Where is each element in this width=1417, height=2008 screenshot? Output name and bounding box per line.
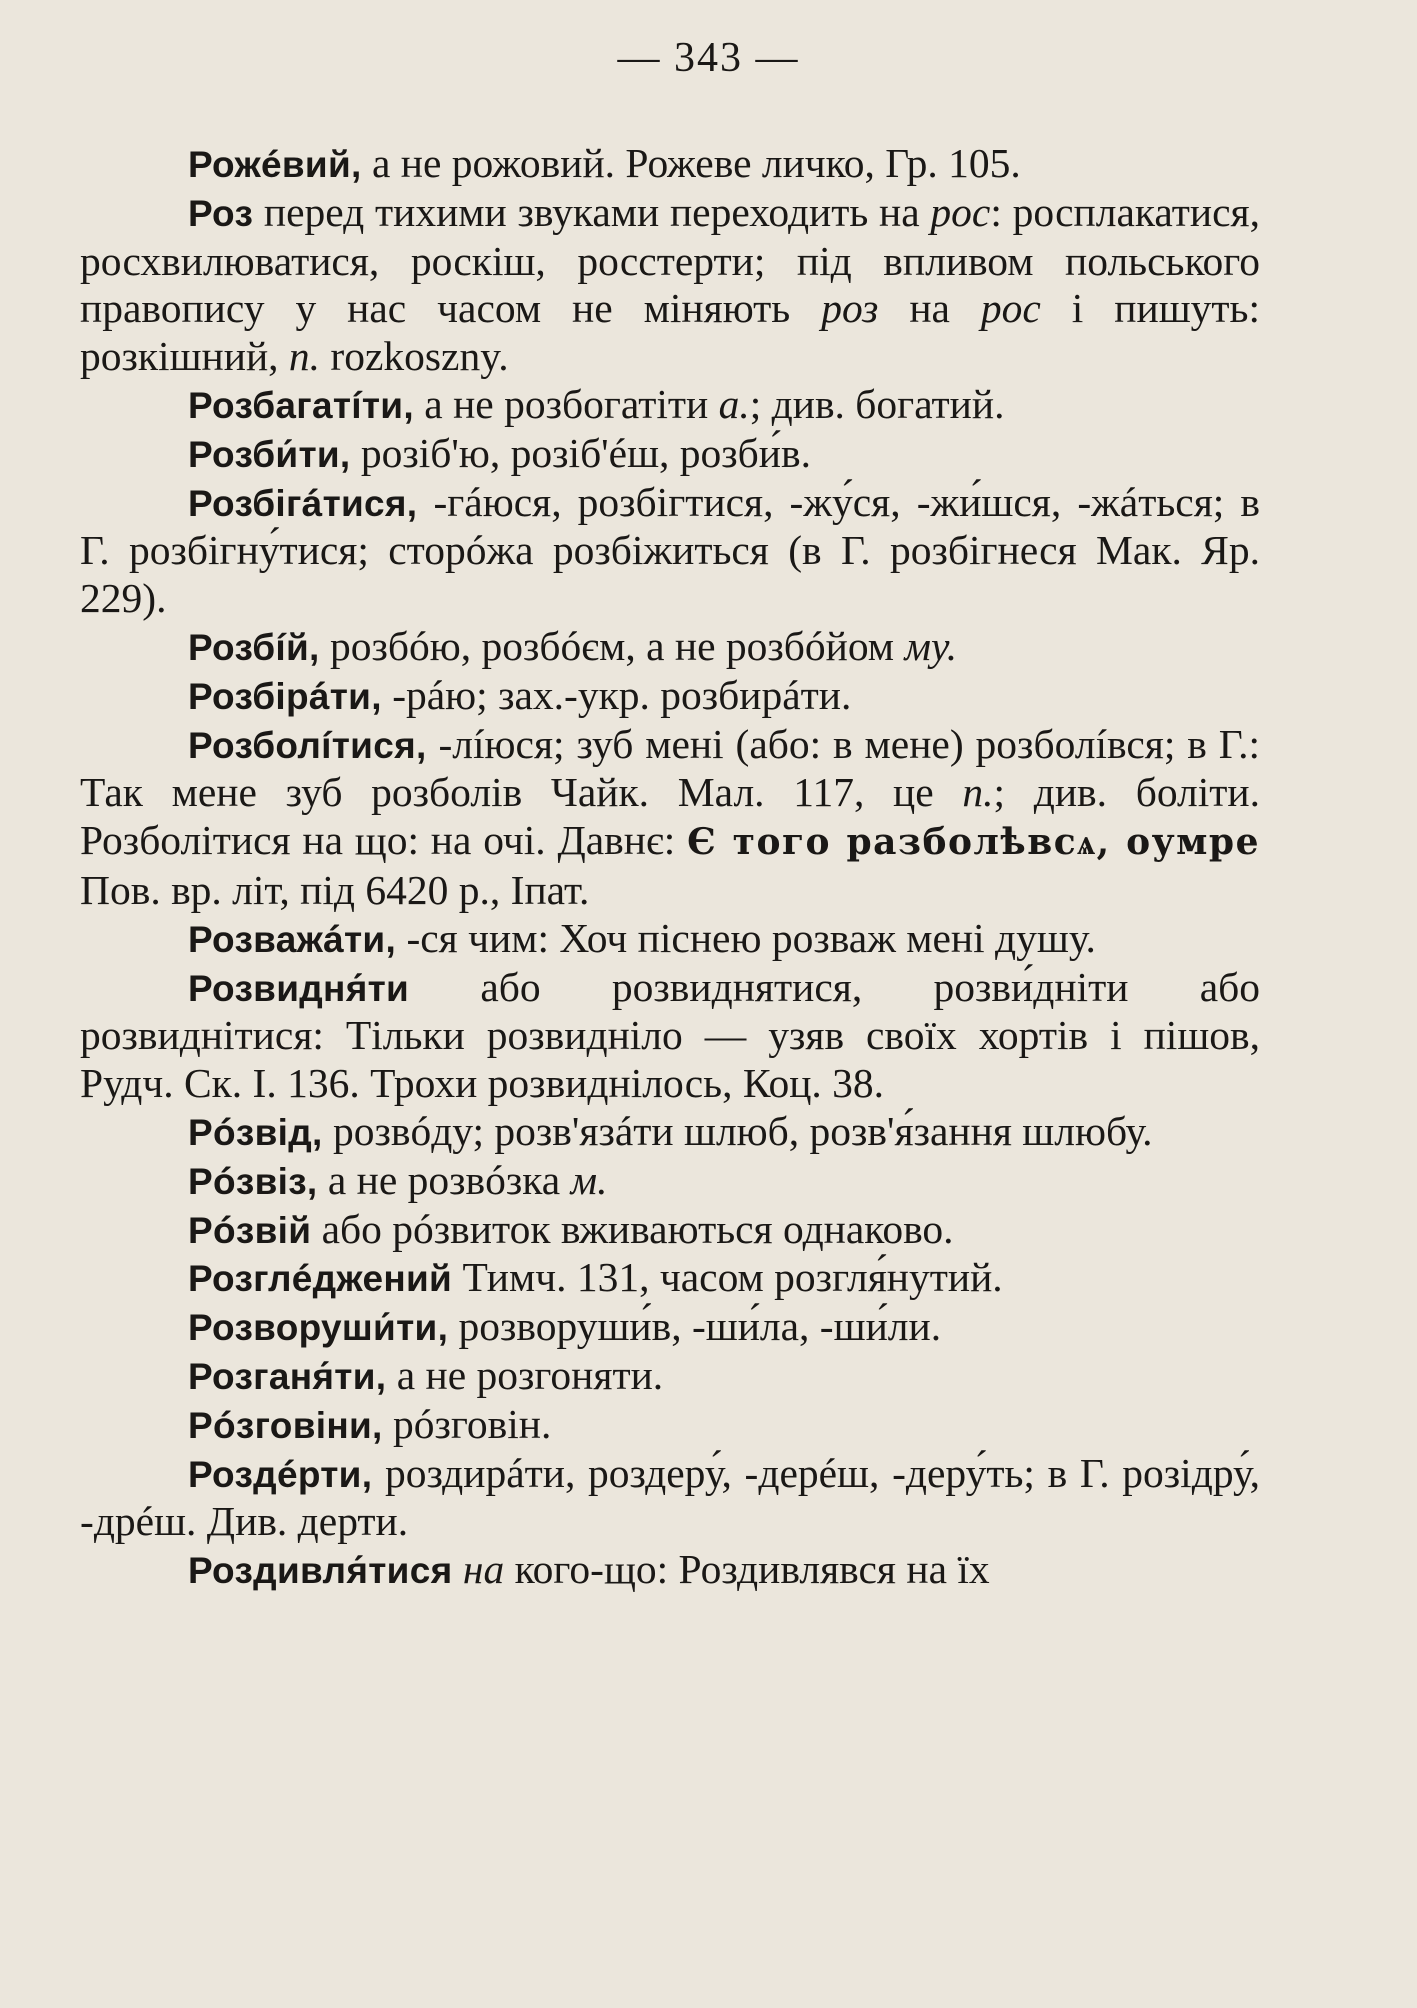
entry-text: Тимч. 131, часом розгля́нутий. xyxy=(452,1254,1003,1301)
entry-headword: Роз xyxy=(188,192,254,234)
page-number: — 343 — xyxy=(617,35,800,81)
entry-headword: Розби́ти, xyxy=(188,433,351,475)
entry-headword: Рожéвий, xyxy=(188,144,362,185)
entry-headword: Роздивля́тися xyxy=(188,1550,453,1592)
dictionary-entry xyxy=(80,915,1260,964)
entry-text: розбóю, розбóєм, а не розбóйом xyxy=(319,622,905,669)
dictionary-entry xyxy=(80,381,1260,430)
entry-text: а не розвóзка xyxy=(317,1156,571,1203)
entry-text: кого-що: Роздивлявся на їх xyxy=(504,1546,990,1593)
dictionary-entry xyxy=(80,1546,1260,1595)
entry-headword: Рóзвій xyxy=(188,1209,312,1251)
entry-text: рóзговін. xyxy=(382,1400,552,1447)
entry-text: : росплакатися, росхвилюватися, роскіш, росстерти; під впливом польського правопису у нас часом не міняють xyxy=(80,188,1261,332)
entry-headword: Розбíй, xyxy=(188,626,320,668)
entry-text: розіб'ю, розіб'éш, розби́в. xyxy=(350,429,811,476)
entry-headword: Розвидня́ти xyxy=(188,967,410,1009)
entry-text: -рáю; зах.-укр. розбирáти. xyxy=(381,671,852,718)
entry-text: -гáюся, розбігтися, -жу́ся, -жи́шся, -жáться; в Г. розбігну́тися; сторóжа розбіжиться (в Г. розбігнеся Мак. Яр. 229). xyxy=(80,478,1260,622)
entry-text: Пов. вр. літ, під 6420 р., Іпат. xyxy=(80,866,590,913)
entry-text: rozkoszny. xyxy=(320,333,509,380)
italic-text: п. xyxy=(962,769,994,816)
dictionary-entry xyxy=(80,721,1260,915)
italic-text: рос xyxy=(930,188,991,235)
dictionary-entry xyxy=(80,1157,1260,1206)
entry-headword: Розворуши́ти, xyxy=(188,1307,449,1349)
entry-text: і пишуть: розкішний, xyxy=(80,285,1260,380)
dictionary-entry xyxy=(80,189,1260,381)
entry-text: а не рожовий. Рожеве личко, Гр. 105. xyxy=(361,140,1021,186)
entry-headword: Розганя́ти, xyxy=(188,1355,387,1397)
italic-text: му. xyxy=(904,622,958,669)
entry-text: -ся чим: Хоч піснею розваж мені душу. xyxy=(396,914,1096,961)
italic-text: рос xyxy=(980,285,1041,332)
entry-text: а не розгоняти. xyxy=(386,1351,664,1398)
dictionary-entry xyxy=(80,1401,1260,1450)
entry-text: а не розбогатіти xyxy=(413,380,719,427)
entry-headword: Розбірáти, xyxy=(188,675,382,717)
dictionary-entry xyxy=(80,1352,1260,1401)
entry-headword: Розважáти, xyxy=(188,918,397,960)
italic-text: а. xyxy=(718,380,750,427)
dictionary-entry xyxy=(80,1108,1260,1157)
entry-headword: Рóзвіз, xyxy=(188,1160,318,1202)
dictionary-entry xyxy=(80,1254,1260,1303)
dictionary-entry xyxy=(80,672,1260,721)
entry-headword: Роздéрти, xyxy=(188,1453,373,1495)
entry-text: розвóду; розв'язáти шлюб, розв'я́зання шлюбу. xyxy=(322,1107,1153,1154)
entry-text: розворуши́в, -ши́ла, -ши́ли. xyxy=(448,1303,942,1350)
dictionary-text xyxy=(80,140,1260,1595)
entry-headword: Розглéджений xyxy=(188,1258,453,1300)
entry-text: -лíюся; зуб мені (або: в мене) розболíвся; в Г.: Так мене зуб розболів Чайк. Мал. 117, це xyxy=(80,720,1260,816)
italic-text: на xyxy=(462,1546,505,1593)
dictionary-entry xyxy=(80,430,1260,479)
dictionary-entry xyxy=(80,479,1260,623)
entry-text xyxy=(452,1546,462,1592)
dictionary-entry xyxy=(80,1450,1260,1547)
entry-text: або розвиднятися, розви́днiти або розвиднітися: Тільки розвидніло — узяв своїх хортів і пішов, Рудч. Ск. І. 136. Трохи розвиднілось, Коц. 38. xyxy=(80,963,1260,1107)
entry-headword: Розбігáтися, xyxy=(188,482,418,524)
entry-text: перед тихими звуками переходить на xyxy=(253,188,931,235)
dictionary-entry xyxy=(80,1206,1260,1255)
italic-text: п. xyxy=(288,333,321,380)
italic-text: роз xyxy=(821,285,879,332)
entry-text: роздирáти, роздеру́, -дерéш, -деру́ть; в Г. розідру́, -дрéш. Див. дерти. xyxy=(80,1449,1260,1545)
dictionary-entry xyxy=(80,964,1260,1108)
entry-headword: Розбагатíти, xyxy=(188,384,414,426)
italic-text: м. xyxy=(570,1156,608,1203)
entry-text: ; див. богатий. xyxy=(749,380,1005,427)
dictionary-entry xyxy=(80,623,1260,672)
dictionary-entry xyxy=(80,140,1260,189)
entry-text: або рóзвиток вживаються однаково. xyxy=(311,1205,954,1252)
entry-text: ; див. боліти. Розболітися на що: на очі. Давнє: xyxy=(80,769,1260,864)
old-slavonic-quote: Є того разболѣвсѧ, оумре xyxy=(687,821,1261,864)
entry-text: на xyxy=(878,285,981,332)
entry-headword: Рóзвід, xyxy=(188,1111,323,1153)
dictionary-entry xyxy=(80,1303,1260,1352)
entry-headword: Рóзговіни, xyxy=(188,1404,383,1446)
entry-headword: Розболíтися, xyxy=(188,724,427,766)
